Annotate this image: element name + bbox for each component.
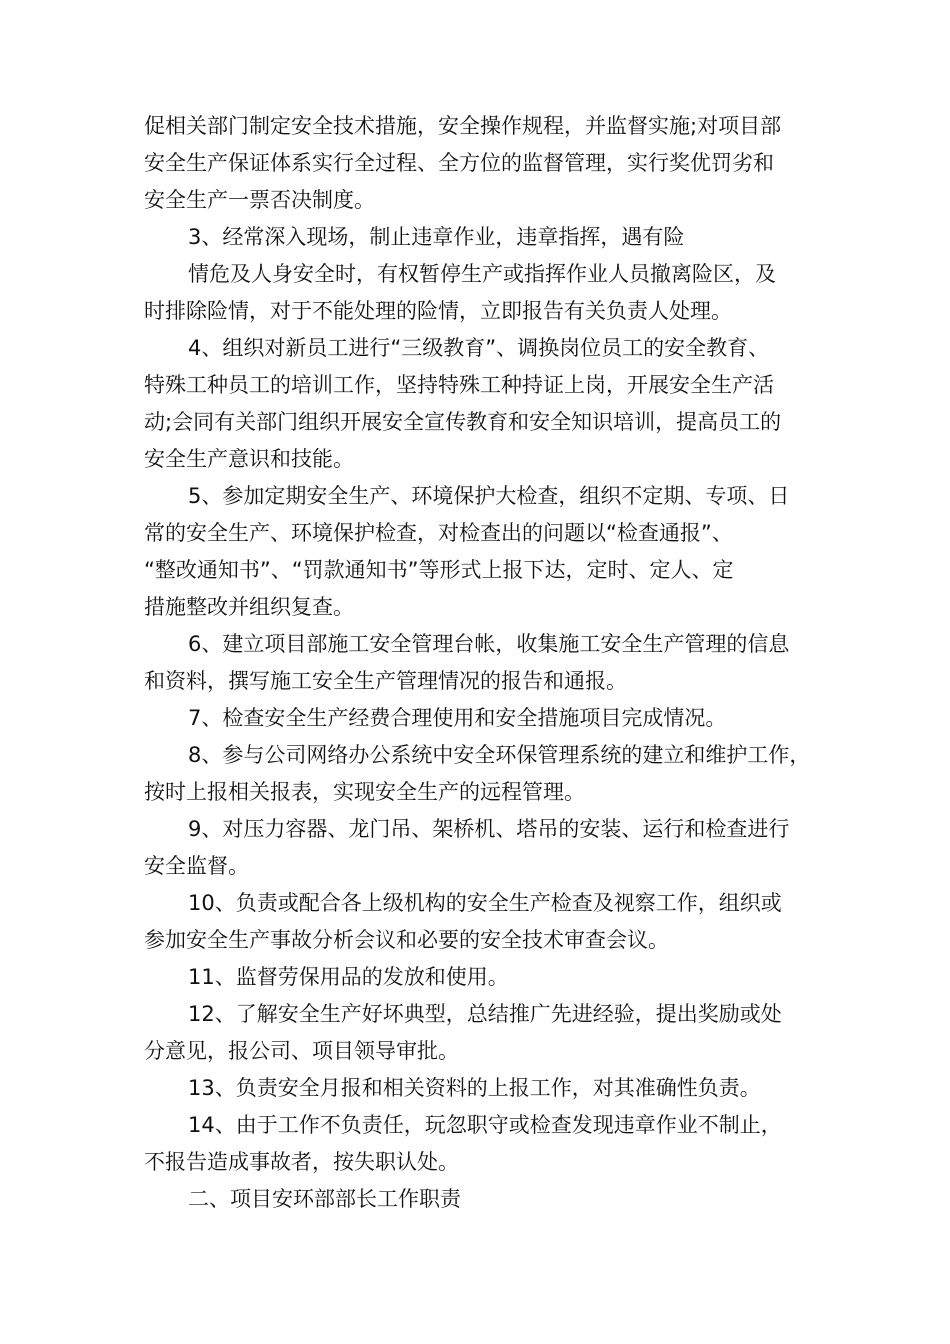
text-line: 分意见，报公司、项目领导审批。 xyxy=(144,1039,459,1063)
paragraph-item-14: 14、由于工作不负责任，玩忽职守或检查发现违章作业不制止， xyxy=(188,1113,782,1137)
paragraph-item-8: 8、参与公司网络办公系统中安全环保管理系统的建立和维护工作， xyxy=(188,743,811,767)
paragraph-item-5: 5、参加定期安全生产、环境保护大检查，组织不定期、专项、日 xyxy=(188,484,790,508)
text-line: 安全生产一票否决制度。 xyxy=(144,188,375,212)
paragraph-item-12: 12、了解安全生产好坏典型，总结推广先进经验，提出奖励或处 xyxy=(188,1002,782,1026)
text-line: 促相关部门制定安全技术措施，安全操作规程，并监督实施;对项目部 xyxy=(144,114,782,138)
paragraph-item-10: 10、负责或配合各上级机构的安全生产检查及视察工作，组织或 xyxy=(188,891,782,915)
paragraph-item-11: 11、监督劳保用品的发放和使用。 xyxy=(188,965,509,989)
paragraph-item-3: 3、经常深入现场，制止违章作业，违章指挥，遇有险 xyxy=(188,225,685,249)
text-line: “整改通知书”、“罚款通知书”等形式上报下达，定时、定人、定 xyxy=(144,558,734,582)
text-line: 情危及人身安全时，有权暂停生产或指挥作业人员撤离险区，及 xyxy=(188,262,776,286)
paragraph-item-6: 6、建立项目部施工安全管理台帐，收集施工安全生产管理的信息 xyxy=(188,632,790,656)
text-line: 参加安全生产事故分析会议和必要的安全技术审查会议。 xyxy=(144,928,669,952)
section-heading: 二、项目安环部部长工作职责 xyxy=(188,1187,461,1211)
text-line: 安全生产保证体系实行全过程、全方位的监督管理，实行奖优罚劣和 xyxy=(144,151,774,175)
document-body xyxy=(144,108,812,1218)
text-line: 安全生产意识和技能。 xyxy=(144,447,354,471)
text-line: 特殊工种员工的培训工作，坚持特殊工种持证上岗，开展安全生产活 xyxy=(144,373,774,397)
text-line: 按时上报相关报表，实现安全生产的远程管理。 xyxy=(144,780,585,804)
paragraph-item-4: 4、组织对新员工进行“三级教育”、调换岗位员工的安全教育、 xyxy=(188,336,770,360)
text-line: 安全监督。 xyxy=(144,854,249,878)
text-line: 常的安全生产、环境保护检查，对检查出的问题以“检查通报”、 xyxy=(144,521,733,545)
paragraph-item-9: 9、对压力容器、龙门吊、架桥机、塔吊的安装、运行和检查进行 xyxy=(188,817,790,841)
text-line: 不报告造成事故者，按失职认处。 xyxy=(144,1150,459,1174)
text-line: 时排除险情，对于不能处理的险情，立即报告有关负责人处理。 xyxy=(144,299,732,323)
text-line: 和资料，撰写施工安全生产管理情况的报告和通报。 xyxy=(144,669,627,693)
text-line: 措施整改并组织复查。 xyxy=(144,595,354,619)
paragraph-item-7: 7、检查安全生产经费合理使用和安全措施项目完成情况。 xyxy=(188,706,727,730)
paragraph-item-13: 13、负责安全月报和相关资料的上报工作，对其准确性负责。 xyxy=(188,1076,761,1100)
text-line: 动;会同有关部门组织开展安全宣传教育和安全知识培训，提高员工的 xyxy=(144,410,782,434)
